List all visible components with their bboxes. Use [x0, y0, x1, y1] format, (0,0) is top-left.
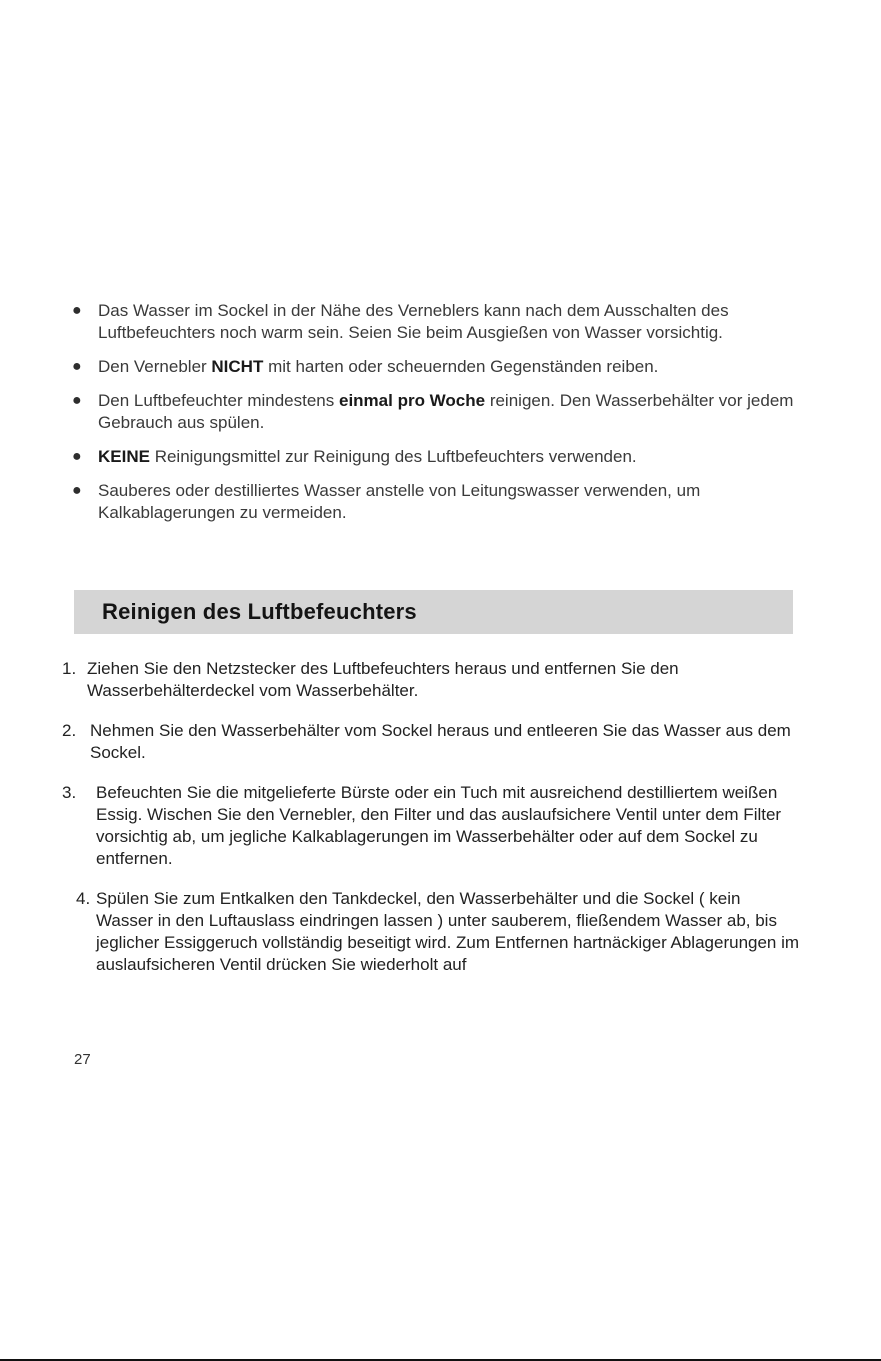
safety-bullet-list	[70, 300, 800, 536]
step-item	[62, 782, 802, 870]
bullet-emphasis: KEINE	[98, 447, 150, 466]
bullet-emphasis: NICHT	[211, 357, 264, 376]
step-text: Ziehen Sie den Netzstecker des Luftbefeuchters heraus und entfernen Sie den Wasserbehälterdeckel vom Wasserbehälter.	[87, 659, 679, 700]
section-header-bar	[74, 590, 793, 634]
bullet-item	[70, 390, 800, 434]
bullet-text	[98, 391, 793, 432]
bullet-run: Das Wasser im Sockel in der Nähe des Verneblers kann nach dem Ausschalten des Luftbefeuchters noch warm sein. Seien Sie beim Ausgießen von Wasser vorsichtig.	[98, 301, 729, 342]
bullet-icon: ●	[72, 392, 82, 409]
bullet-text	[98, 447, 637, 466]
bullet-run: Sauberes oder destilliertes Wasser anstelle von Leitungswasser verwenden, um Kalkablagerungen zu vermeiden.	[98, 481, 701, 522]
bullet-icon: ●	[72, 302, 82, 319]
bullet-item	[70, 446, 800, 468]
bullet-item	[70, 480, 800, 524]
step-item	[62, 658, 802, 702]
step-number: 3.	[62, 783, 77, 802]
step-number: 4.	[76, 889, 91, 908]
bullet-text	[98, 301, 729, 342]
bullet-emphasis: einmal pro Woche	[338, 391, 486, 410]
step-number: 2.	[62, 721, 77, 740]
cleaning-steps-list	[62, 658, 802, 994]
bullet-run: reinigen. Den Wasserbehälter vor jedem Gebrauch aus spülen.	[98, 391, 794, 432]
page-number: 27	[74, 1051, 91, 1068]
bullet-text	[98, 357, 658, 376]
step-item	[62, 720, 802, 764]
bullet-run: Reinigungsmittel zur Reinigung des Luftbefeuchters verwenden.	[149, 447, 637, 466]
bullet-text	[98, 481, 700, 522]
step-text: Nehmen Sie den Wasserbehälter vom Sockel heraus und entleeren Sie das Wasser aus dem Sockel.	[90, 721, 791, 762]
bullet-run: mit harten oder scheuernden Gegenständen reiben.	[263, 357, 659, 376]
step-text: Spülen Sie zum Entkalken den Tankdeckel, den Wasserbehälter und die Sockel ( kein Wasser in den Luftauslass eindringen lassen ) unter sauberem, fließendem Wasser ab, bis jeglicher Essiggeruch vollständig beseitigt wird. Zum Entfernen hartnäckiger Ablagerungen im auslaufsicheren Ventil drücken Sie wiederholt auf	[96, 889, 800, 974]
step-text: Befeuchten Sie die mitgelieferte Bürste oder ein Tuch mit ausreichend destilliertem weißen Essig. Wischen Sie den Vernebler, den Filter und das auslaufsichere Ventil unter dem Filter vorsichtig ab, um jegliche Kalkablagerungen im Wasserbehälter oder auf dem Sockel zu entfernen.	[96, 783, 782, 868]
step-item	[76, 888, 802, 976]
bullet-run: Den Luftbefeuchter mindestens	[98, 391, 339, 410]
step-number: 1.	[62, 659, 77, 678]
bullet-run: Den Vernebler	[98, 357, 212, 376]
bullet-icon: ●	[72, 358, 82, 375]
bullet-item	[70, 300, 800, 344]
section-title: Reinigen des Luftbefeuchters	[102, 599, 417, 624]
bullet-icon: ●	[72, 448, 82, 465]
bullet-icon: ●	[72, 482, 82, 499]
bullet-item	[70, 356, 800, 378]
